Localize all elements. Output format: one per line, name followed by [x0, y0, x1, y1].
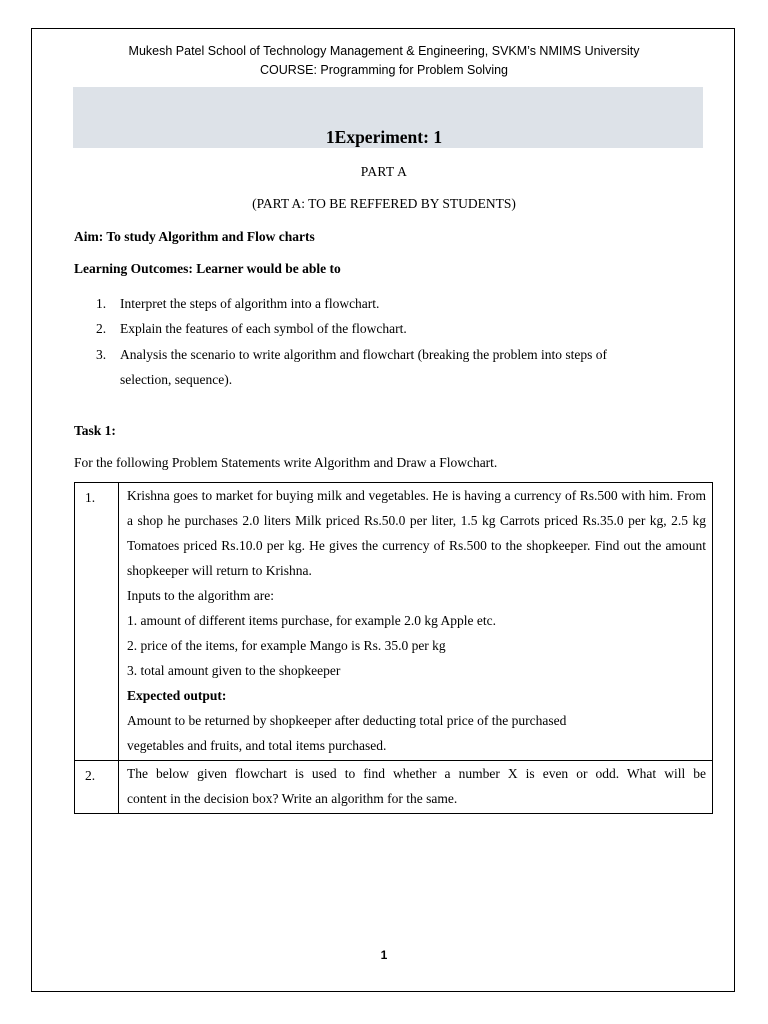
expected-output-text: vegetables and fruits, and total items purchased.	[127, 738, 387, 753]
task-statement-line: The below given flowchart is used to find whether a number X is even or odd. What will be	[127, 766, 706, 781]
task-number: 2.	[75, 761, 119, 814]
learning-outcomes-heading: Learning Outcomes: Learner would be able to	[74, 261, 341, 276]
list-number: 3.	[96, 347, 107, 362]
input-item: 1. amount of different items purchase, for example 2.0 kg Apple etc.	[127, 613, 497, 628]
experiment-title: 1Experiment: 1	[325, 127, 443, 147]
page-number: 1	[380, 948, 388, 962]
list-text: Analysis the scenario to write algorithm and flowchart (breaking the problem into steps of	[120, 347, 607, 362]
list-number: 1.	[96, 296, 107, 311]
list-text: Interpret the steps of algorithm into a flowchart.	[120, 296, 380, 311]
course-header: COURSE: Programming for Problem Solving	[260, 63, 508, 77]
list-text: Explain the features of each symbol of the flowchart.	[120, 321, 407, 336]
tasks-table	[74, 482, 713, 814]
part-label: PART A	[360, 164, 408, 179]
inputs-heading: Inputs to the algorithm are:	[127, 588, 274, 603]
input-item: 3. total amount given to the shopkeeper	[127, 663, 341, 678]
task-statement: Krishna goes to market for buying milk and vegetables. He is having a currency of Rs.500 with him. From a shop he purchases 2.0 liters Milk priced Rs.50.0 per liter, 1.5 kg Carrots priced Rs.35.0 per kg, 2.5 kg Tomatoes priced Rs.10.0 per kg. He gives the currency of Rs.500 to the shopkeeper. Find out the amount shopkeeper will return to Krishna.	[127, 488, 706, 578]
aim: Aim: To study Algorithm and Flow charts	[74, 229, 315, 244]
task-statement-line: content in the decision box? Write an algorithm for the same.	[127, 791, 458, 806]
list-text: selection, sequence).	[120, 372, 233, 387]
task-content	[119, 761, 713, 814]
task-content	[119, 483, 713, 761]
task-intro: For the following Problem Statements write Algorithm and Draw a Flowchart.	[74, 455, 498, 470]
expected-output-text: Amount to be returned by shopkeeper after deducting total price of the purchased	[127, 713, 567, 728]
input-item: 2. price of the items, for example Mango is Rs. 35.0 per kg	[127, 638, 446, 653]
list-number: 2.	[96, 321, 107, 336]
table-row	[75, 761, 713, 814]
task-title: Task 1:	[74, 423, 116, 438]
institution-header: Mukesh Patel School of Technology Management & Engineering, SVKM’s NMIMS University	[128, 44, 640, 58]
part-subtitle: (PART A: TO BE REFFERED BY STUDENTS)	[252, 196, 516, 211]
table-row	[75, 483, 713, 761]
expected-output-heading: Expected output:	[127, 688, 227, 703]
task-number: 1.	[75, 483, 119, 761]
